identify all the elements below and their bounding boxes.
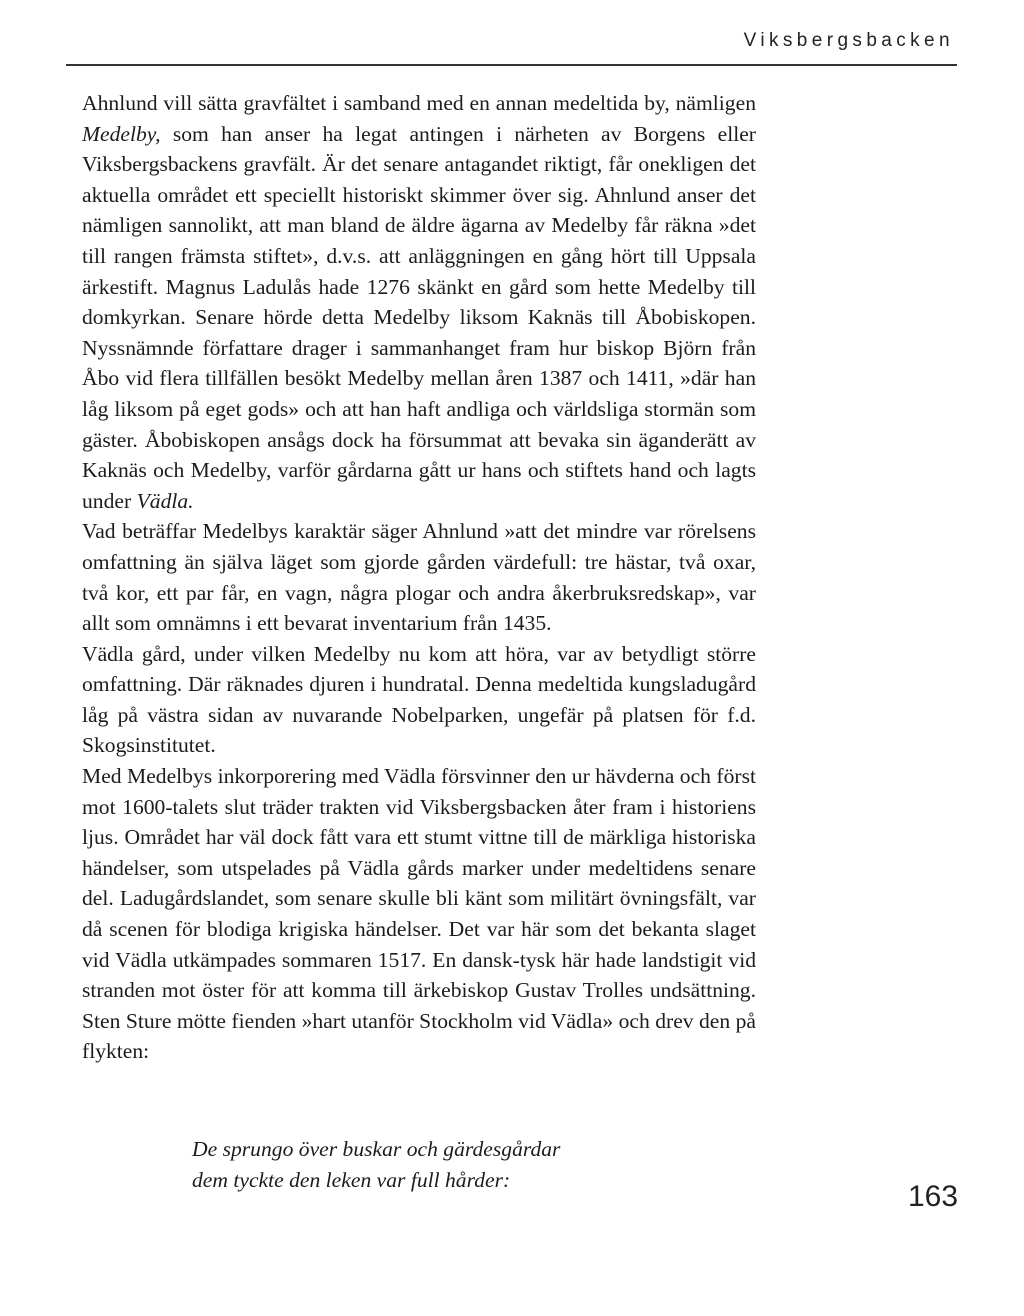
running-head: Viksbergsbacken [743, 30, 954, 51]
page-number: 163 [908, 1180, 959, 1213]
body-text [82, 88, 756, 1067]
verse-quote [192, 1134, 752, 1195]
paragraph-1 [82, 88, 756, 516]
header-rule [66, 64, 957, 66]
verse-line-1: De sprungo över buskar och gärdesgårdar [192, 1137, 561, 1161]
verse-line-2: dem tyckte den leken var full hårder: [192, 1167, 511, 1192]
paragraph-2: Vad beträffar Medelbys karaktär säger Ahnlund »att det mindre var rörelsens omfattning än själva läget som gjorde gården värdefull: tre hästar, två oxar, två kor, ett par får, en vagn, några plogar och andra åkerbruksredskap», var allt som omnämns i ett bevarat inventarium från 1435. [82, 519, 756, 636]
paragraph-1-italic-medelby: Medelby, [82, 121, 161, 146]
paragraph-3: Vädla gård, under vilken Medelby nu kom att höra, var av betydligt större omfattning. Där räknades djuren i hundratal. Denna medeltida kungsladugård låg på västra sidan av nuvarande Nobelparken, ungefär på platsen för f.d. Skogsinstitutet. [82, 641, 756, 758]
paragraph-1-start: Ahnlund vill sätta gravfältet i samband med en annan medeltida by, nämligen [82, 91, 756, 115]
paragraph-1-italic-vadla: Vädla. [136, 488, 194, 513]
paragraph-4: Med Medelbys inkorporering med Vädla försvinner den ur hävderna och först mot 1600-talets slut träder trakten vid Viksbergsbacken åter fram i historiens ljus. Området har väl dock fått vara ett stumt vittne till de märkliga historiska händelser, som utspelades på Vädla gårds marker under medeltidens senare del. Ladugårdslandet, som senare skulle bli känt som militärt övningsfält, var då scenen för blodiga krigiska händelser. Det var här som det bekanta slaget vid Vädla utkämpades sommaren 1517. En dansk-tysk här hade landstigit vid stranden mot öster för att komma till ärkebiskop Gustav Trolles undsättning. Sten Sture mötte fienden »hart utanför Stockholm vid Vädla» och drev den på flykten: [82, 764, 756, 1064]
paragraph-1-body: som han anser ha legat antingen i närheten av Borgens eller Viksbergsbackens gravfält. Är det senare antagandet riktigt, får onekligen det aktuella området ett speciellt historiskt skimmer över sig. Ahnlund anser det nämligen sannolikt, att man bland de äldre ägarna av Medelby får räkna »det till rangen främsta stiftet», d.v.s. att anläggningen en gång hört till Uppsala ärkestift. Magnus Ladulås hade 1276 skänkt en gård som hette Medelby till domkyrkan. Senare hörde detta Medelby liksom Kaknäs till Åbobiskopen. Nyssnämnde författare drager i sammanhanget fram hur biskop Björn från Åbo vid flera tillfällen besökt Medelby mellan åren 1387 och 1411, »där han låg liksom på eget gods» och att han haft andliga och världsliga stormän som gäster. Åbobiskopen ansågs dock ha försummat att bevaka sin äganderätt av Kaknäs och Medelby, varför gårdarna gått ur hans och stiftets hand och lagts under [82, 121, 756, 513]
